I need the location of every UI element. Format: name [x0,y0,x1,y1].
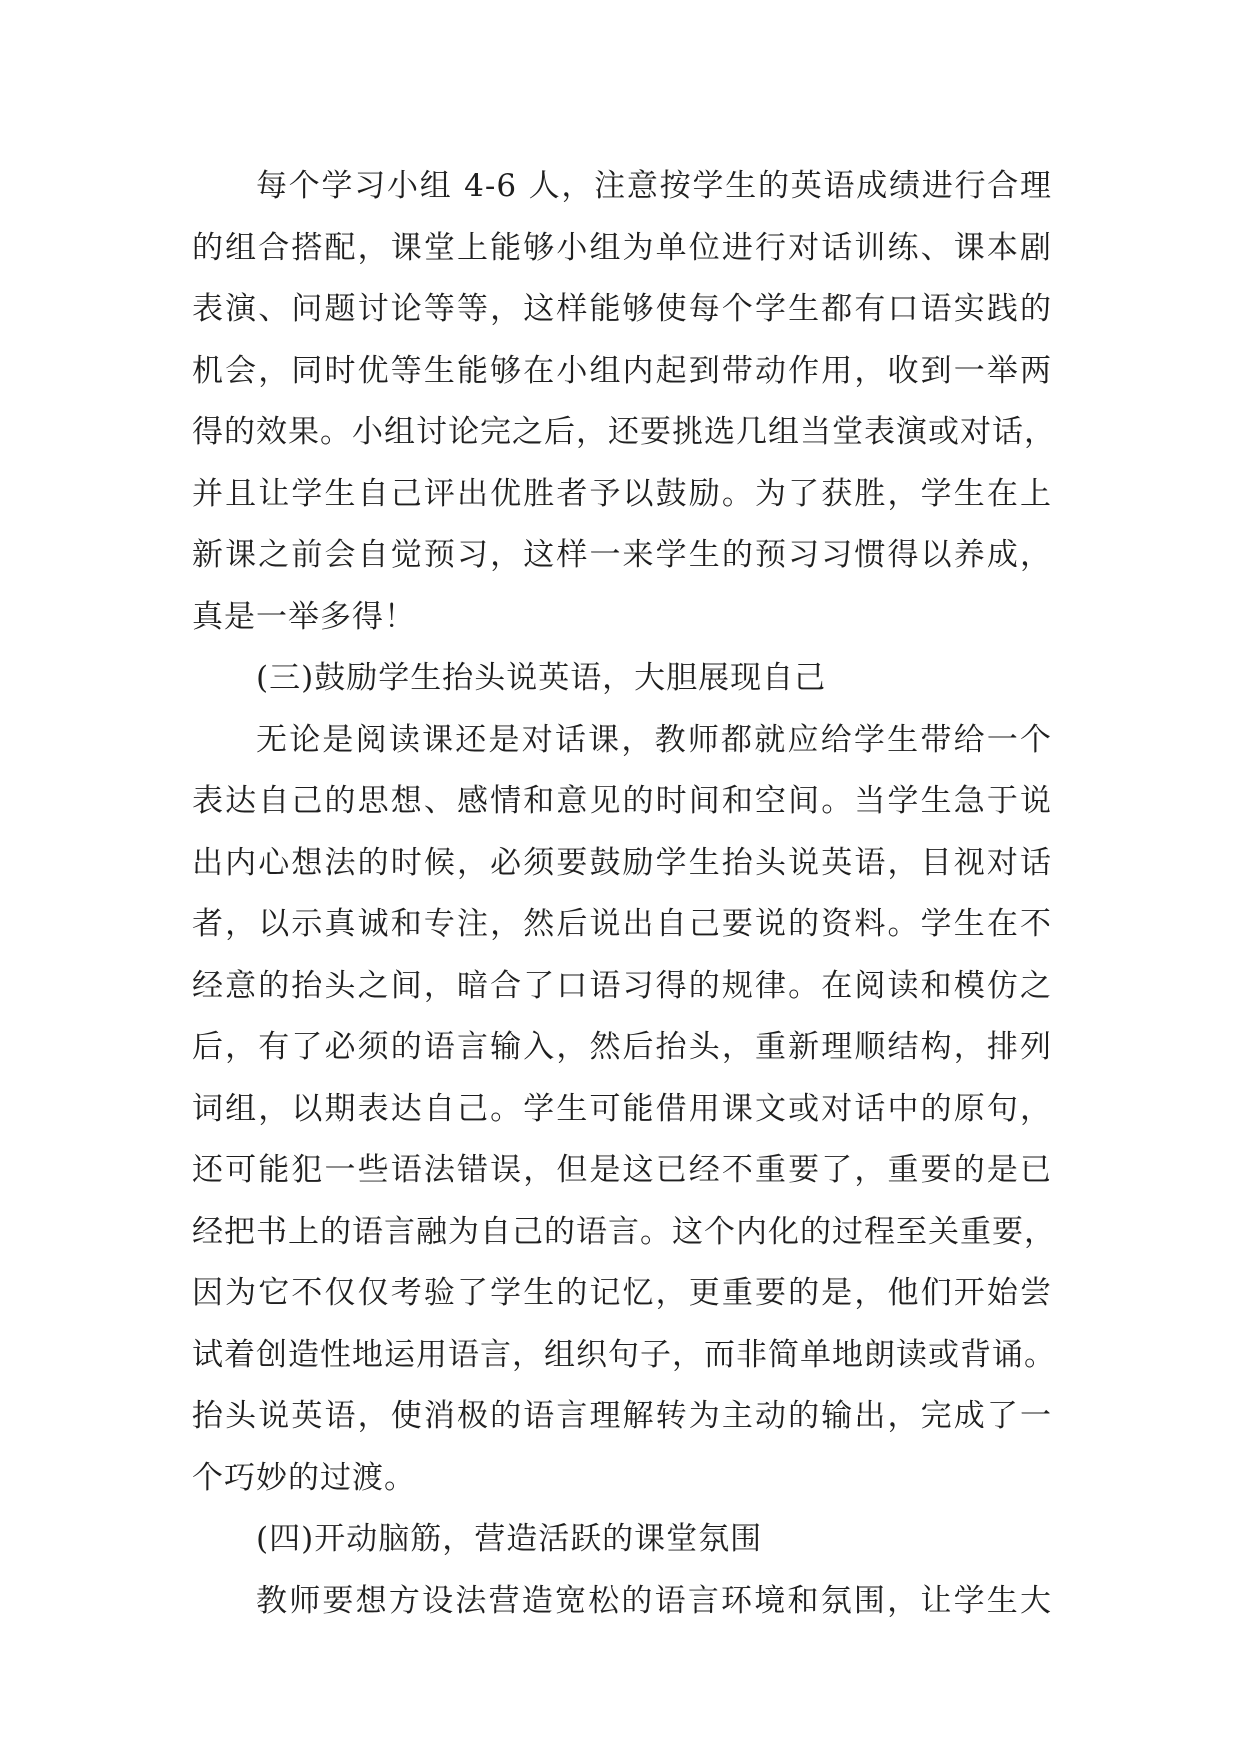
paragraph-line: 每个学习小组 4-6 人，注意按学生的英语成绩进行合理 [256,168,1052,204]
paragraph-line: 真是一举多得！ [192,598,416,635]
paragraph-line: 试着创造性地运用语言，组织句子，而非简单地朗读或背诵。 [192,1336,1056,1373]
paragraph-line: 出内心想法的时候，必须要鼓励学生抬头说英语，目视对话 [192,844,1052,881]
document-body [192,156,1056,1632]
paragraph-line: 新课之前会自觉预习，这样一来学生的预习习惯得以养成， [192,537,1052,573]
paragraph-line: 个巧妙的过渡。 [192,1459,416,1496]
paragraph-line: 机会，同时优等生能够在小组内起到带动作用，收到一举两 [192,352,1052,389]
paragraph-line: 因为它不仅仅考验了学生的记忆，更重要的是，他们开始尝 [192,1275,1052,1311]
paragraph-line: 表达自己的思想、感情和意见的时间和空间。当学生急于说 [192,783,1052,819]
paragraph-line: 还可能犯一些语法错误，但是这已经不重要了，重要的是已 [192,1152,1052,1188]
paragraph-line: 教师要想方设法营造宽松的语言环境和氛围，让学生大 [256,1582,1052,1619]
paragraph-line: 抬头说英语，使消极的语言理解转为主动的输出，完成了一 [192,1398,1052,1434]
section-heading: (四)开动脑筋，营造活跃的课堂氛围 [256,1521,763,1557]
paragraph-line: 经意的抬头之间，暗合了口语习得的规律。在阅读和模仿之 [192,967,1052,1004]
paragraph-line: 后，有了必须的语言输入，然后抬头，重新理顺结构，排列 [192,1029,1052,1065]
section-heading: (三)鼓励学生抬头说英语，大胆展现自己 [256,660,827,696]
paragraph-line: 得的效果。小组讨论完之后，还要挑选几组当堂表演或对话， [192,414,1056,450]
paragraph-line: 者，以示真诚和专注，然后说出自己要说的资料。学生在不 [192,906,1052,942]
paragraph-line: 的组合搭配，课堂上能够小组为单位进行对话训练、课本剧 [192,229,1052,266]
paragraph-line: 词组，以期表达自己。学生可能借用课文或对话中的原句， [192,1090,1052,1127]
paragraph-line: 经把书上的语言融为自己的语言。这个内化的过程至关重要， [192,1213,1056,1250]
paragraph-line: 并且让学生自己评出优胜者予以鼓励。为了获胜，学生在上 [192,475,1052,512]
paragraph-line: 无论是阅读课还是对话课，教师都就应给学生带给一个 [256,721,1052,758]
paragraph-line: 表演、问题讨论等等，这样能够使每个学生都有口语实践的 [192,291,1052,327]
